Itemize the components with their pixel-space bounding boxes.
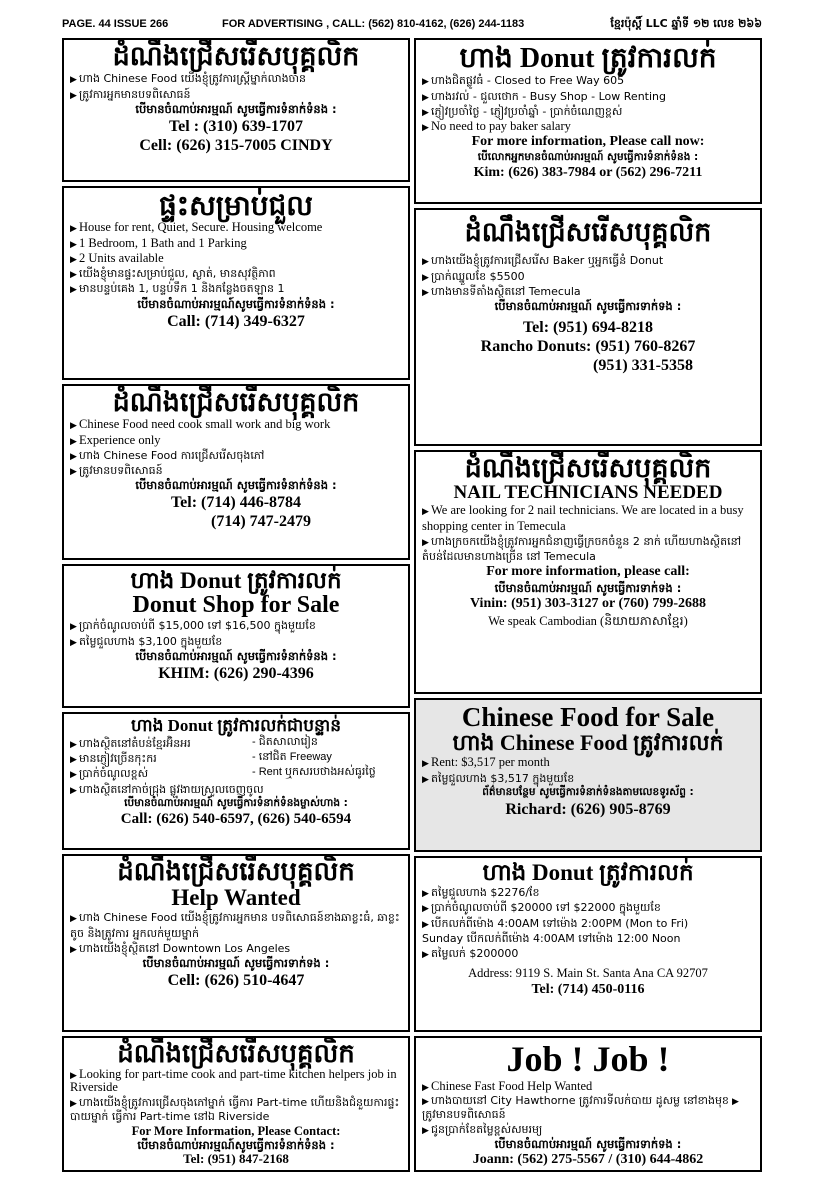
ad-line: ▶ Looking for part-time cook and part-time kitchen helpers job in Riverside (70, 1067, 397, 1095)
advertising-contact: FOR ADVERTISING , CALL: (562) 810-4162, (626) 244-1183 (222, 18, 525, 30)
ad-line: ▶ ជូនប្រាក់ខែតម្លៃខ្ពស់សមរម្យ (422, 1122, 543, 1136)
ad-title: ដំណឹងជ្រើសរើសបុគ្គលិក (117, 1039, 355, 1069)
ad-line: ▶ ហាងស្ថិតនៅតំបន់ខ្មែរអ៊ិនអរ - ជិតសាលារៀន (70, 735, 318, 750)
phone-number: Cell: (626) 510-4647 (167, 972, 305, 990)
ad-help-wanted (62, 854, 410, 1032)
ad-line: ▶ ហាងរវល់ - ជួលថោក - Busy Shop - Low Renting (422, 89, 666, 103)
ad-title: ដំណឹងជ្រើសរើសបុគ្គលិក (464, 453, 712, 484)
contact-text-en: For More Information, Please Contact: (131, 1123, 341, 1138)
phone-number: Rancho Donuts: (951) 760-8267 (480, 338, 696, 356)
ad-line: ▶ ហាងយើងខ្ញុំត្រូវការជ្រើសចុងភៅម្នាក់ ធ្វើការ Part-time ហើយនិងជំនួយការផ្ទះបាយម្នាក់ ធ្វើការ Part-time នៅឯ Riverside (70, 1095, 400, 1124)
contact-text: បើមានចំណាប់អារម្មណ៍ សូមធ្វើការទាក់ទង : (494, 581, 682, 596)
address: Address: 9119 S. Main St. Santa Ana CA 92707 (468, 966, 708, 981)
ad-donut-for-sale-605 (414, 38, 762, 204)
ad-donut-santa-ana (414, 856, 762, 1032)
ad-line: ▶ No need to pay baker salary (422, 119, 571, 134)
ad-line: ▶ ហាង Chinese Food ការជ្រើសរើសចុងភៅ (70, 448, 265, 462)
ad-subtitle: Donut Shop for Sale (132, 592, 340, 619)
phone-number: Joann: (562) 275-5567 / (310) 644-4862 (472, 1151, 704, 1167)
ad-line: ▶ ត្រូវមានបទពិសោធន៍ (70, 464, 163, 478)
ad-title: ហាង Donut ត្រូវការលក់ជាបន្ទាន់ (131, 716, 341, 736)
contact-text: បើលោកអ្នកមានចំណាប់អារម្មណ៍ សូមធ្វើការទំនាក់ទំនង : (477, 151, 699, 164)
contact-text: បើមានចំណាប់អារម្មណ៍ សូមធ្វើការទាក់ទង : (494, 299, 682, 314)
ad-line: ▶ ប្រាក់ចំណូលចាប់ពី $20000 ទៅ $22000 ក្នុងមួយខែ (422, 901, 661, 915)
ad-line: ▶ តម្លៃជួលហាង $2276/ខែ (422, 886, 540, 900)
ad-baker-wanted (414, 208, 762, 446)
phone-number: Tel: (714) 446-8784 (170, 494, 302, 512)
contact-text-en: For more information, please call: (486, 564, 690, 580)
ad-subtitle: NAIL TECHNICIANS NEEDED (453, 482, 723, 504)
contact-text: បើមានចំណាប់អារម្មណ៍ សូមធ្វើការទំនាក់ទំនង : (135, 478, 337, 493)
contact-text: បើមានចំណាប់អារម្មណ៍ សូមធ្វើការទំនាក់ទំនងម្ចាស់ហាង : (124, 796, 348, 809)
phone-number: (951) 331-5358 (593, 357, 693, 375)
phone-number: Richard: (626) 905-8769 (505, 800, 671, 818)
ad-title: Job ! Job ! (506, 1039, 670, 1079)
ad-title: ហាង Donut ត្រូវការលក់ (482, 860, 694, 886)
ad-line: ▶ Rent: $3,517 per month (422, 755, 550, 770)
ad-line: ▶ ហាងបាយនៅ City Hawthorne ត្រូវការទីលក់បាយ ដូសម្ល នៅខាងមុខ ▶ត្រូវមានបទពិសោធន៍ (422, 1094, 739, 1121)
ad-job-job (414, 1036, 762, 1172)
ad-line: ▶ តម្លៃលក់ $200000 (422, 947, 519, 961)
ad-title: ផ្ទះសម្រាប់ជួល (159, 189, 313, 222)
ad-line: ▶ Chinese Fast Food Help Wanted (422, 1078, 593, 1093)
language-note: We speak Cambodian (និយាយភាសាខ្មែរ) (488, 613, 688, 628)
ad-line: ▶ We are looking for 2 nail technicians. We are located in a busy shopping center in Temecula (422, 503, 744, 533)
ad-line: ▶ ប្រាក់ចំណូលចាប់ពី $15,000 ទៅ $16,500 ក្នុងមួយខែ (70, 619, 316, 633)
phone-number: Tel: (714) 450-0116 (531, 981, 645, 997)
ad-donut-urgent-sale (62, 712, 410, 850)
ad-line: ▶ ប្រាក់ឈ្នួលខែ $5500 (422, 269, 525, 283)
ad-title: ហាង Donut ត្រូវការលក់ (459, 41, 717, 74)
ad-title: ហាង Donut ត្រូវការលក់ (130, 568, 342, 594)
contact-text: បើមានចំណាប់អារម្មណ៍សូមធ្វើការទំនាក់ទំនង : (137, 1137, 335, 1152)
phone-number: Call: (626) 540-6597, (626) 540-6594 (120, 811, 352, 828)
ad-line: ▶ មានបន្ទប់គេង 1, បន្ទប់ទឹក 1 និងកន្លែងចតឡាន 1 (70, 282, 285, 296)
ad-title: ដំណឹងជ្រើសរើសបុគ្គលិក (112, 387, 360, 418)
ad-line: ▶ 2 Units available (70, 250, 164, 265)
ad-line: ▶ Chinese Food need cook small work and big work (70, 417, 331, 432)
ad-title: ដំណឹងជ្រើសរើសបុគ្គលិក (117, 857, 355, 887)
ad-line: ▶ តម្លៃជួលហាង $3,517 ក្នុងមួយខែ (422, 771, 575, 785)
ad-subtitle: ហាង Chinese Food ត្រូវការលក់ (452, 730, 724, 757)
ad-line: ▶ យើងខ្ញុំមានផ្ទះសម្រាប់ជួល, ស្ងាត់, មានសុវត្ថិភាព (70, 267, 276, 281)
ad-line: ▶ House for rent, Quiet, Secure. Housing welcome (70, 220, 323, 235)
ad-house-for-rent (62, 186, 410, 380)
ad-line: ▶ តម្លៃជួលហាង $3,100 ក្នុងមួយខែ (70, 634, 223, 648)
ad-line: Sunday បើកលក់ពីម៉ោង 4:00AM ទៅម៉ោង 12:00 Noon (422, 931, 681, 945)
ad-chinese-food-dishwasher (62, 38, 410, 182)
page-number: PAGE. 44 ISSUE 266 (62, 18, 169, 30)
ad-chinese-food-cook (62, 384, 410, 560)
phone-number: KHIM: (626) 290-4396 (158, 664, 314, 682)
ad-line: ▶ ហាងយើងខ្ញុំស្ថិតនៅ Downtown Los Angeles (70, 941, 291, 955)
ad-title: ដំណឹងជ្រើសរើសបុគ្គលិក (464, 217, 712, 248)
contact-text: បើមានចំណាប់អារម្មណ៍ សូមធ្វើការទាក់ទង : (142, 956, 330, 971)
ad-subtitle: Help Wanted (171, 885, 301, 911)
page-header (62, 14, 762, 34)
ad-line: ▶ 1 Bedroom, 1 Bath and 1 Parking (70, 235, 247, 250)
ad-title: Chinese Food for Sale (461, 702, 715, 732)
ad-donut-shop-for-sale (62, 564, 410, 708)
publication-info: ខ្មែរប៉ុស្តិ៍ LLC ឆ្នាំទី ១២ លេខ ២៦៦ (610, 17, 762, 31)
contact-text-en: For more information, Please call now: (471, 134, 705, 150)
phone-number: Tel: (951) 847-2168 (183, 1151, 289, 1167)
contact-text: ព័ត៌មានបន្ថែម សូមធ្វើការទំនាក់ទំនងតាមលេខទូរស័ព្ទ : (482, 785, 694, 798)
phone-number: Cell: (626) 315-7005 CINDY (139, 136, 333, 154)
ad-chinese-food-for-sale (414, 698, 762, 852)
phone-number: (714) 747-2479 (211, 513, 311, 531)
contact-text: បើមានចំណាប់អារម្មណ៍ សូមធ្វើការទាក់ទង : (494, 1136, 682, 1151)
ad-line: ▶ ហាងមានទីតាំងស្ថិតនៅ Temecula (422, 284, 581, 298)
ad-line: ▶ ត្រូវការអ្នកមានបទពិសោធន៍ (70, 87, 191, 101)
ad-line: ▶ Experience only (70, 432, 161, 447)
ad-line: ▶ មានភ្ញៀវច្រើនកុះករ - នៅជិត Freeway (70, 751, 332, 766)
ad-line: ▶ ហាងយើងខ្ញុំត្រូវការជ្រើសរើស Baker ឬអ្នកធ្វើនំ Donut (422, 254, 664, 268)
ad-line: ▶ ហាង Chinese Food យើងខ្ញុំត្រូវការស្ត្រីម្នាក់លាងចាន (70, 72, 307, 86)
ad-line: ▶ ភ្ញៀវប្រចាំថ្ងៃ - ភ្ញៀវប្រចាំឆ្នាំ - ប្រាក់ចំណេញខ្ពស់ (422, 104, 623, 118)
phone-number: Vinin: (951) 303-3127 or (760) 799-2688 (469, 596, 707, 612)
contact-text: បើមានចំណាប់អារម្មណ៍ សូមធ្វើការទំនាក់ទំនង : (135, 101, 337, 116)
phone-number: Kim: (626) 383-7984 or (562) 296-7211 (473, 164, 703, 180)
ad-nail-technicians (414, 450, 762, 694)
ad-part-time-cook (62, 1036, 410, 1172)
phone-number: Call: (714) 349-6327 (167, 312, 305, 330)
ad-title: ដំណឹងជ្រើសរើសបុគ្គលិក (112, 41, 360, 72)
contact-text: បើមានចំណាប់អារម្មណ៍ សូមធ្វើការទំនាក់ទំនង : (135, 648, 337, 663)
ad-line: ▶ ហាងក្រចកយើងខ្ញុំត្រូវការអ្នកជំនាញធ្វើក្រចកចំនួន 2 នាក់ ហើយហាងស្ថិតនៅតំបន់ដែលមានហាងច្រើន នៅ Temecula (422, 534, 742, 564)
phone-number: Tel: (951) 694-8218 (522, 319, 654, 337)
ad-line: ▶ ហាងជិតផ្លូវធំ - Closed to Free Way 605 (422, 74, 625, 88)
contact-text: បើមានចំណាប់អារម្មណ៍សូមធ្វើការទំនាក់ទំនង : (137, 296, 335, 311)
ad-line: ▶ ហាង Chinese Food យើងខ្ញុំត្រូវការអ្នកមាន បទពិសោធន៍ខាងឆាខ្លះធំ, ឆាខ្លះតូច និងត្រូវការ អ្នកលក់មួយម្នាក់ (70, 911, 400, 940)
phone-number: Tel : (310) 639-1707 (168, 117, 304, 135)
ad-line: ▶ ប្រាក់ចំណូលខ្ពស់ - Rent ឬកសរបថាងអស់ធូរថ្លៃ (70, 766, 376, 781)
ad-line: ▶ ហាងស្ថិតនៅកាច់ជ្រុង ផ្លូវងាយស្រួលចេញចូល (70, 782, 264, 796)
ad-line: ▶ បើកលក់ពីម៉ោង 4:00AM ទៅម៉ោង 2:00PM (Mon to Fri) (422, 916, 689, 930)
